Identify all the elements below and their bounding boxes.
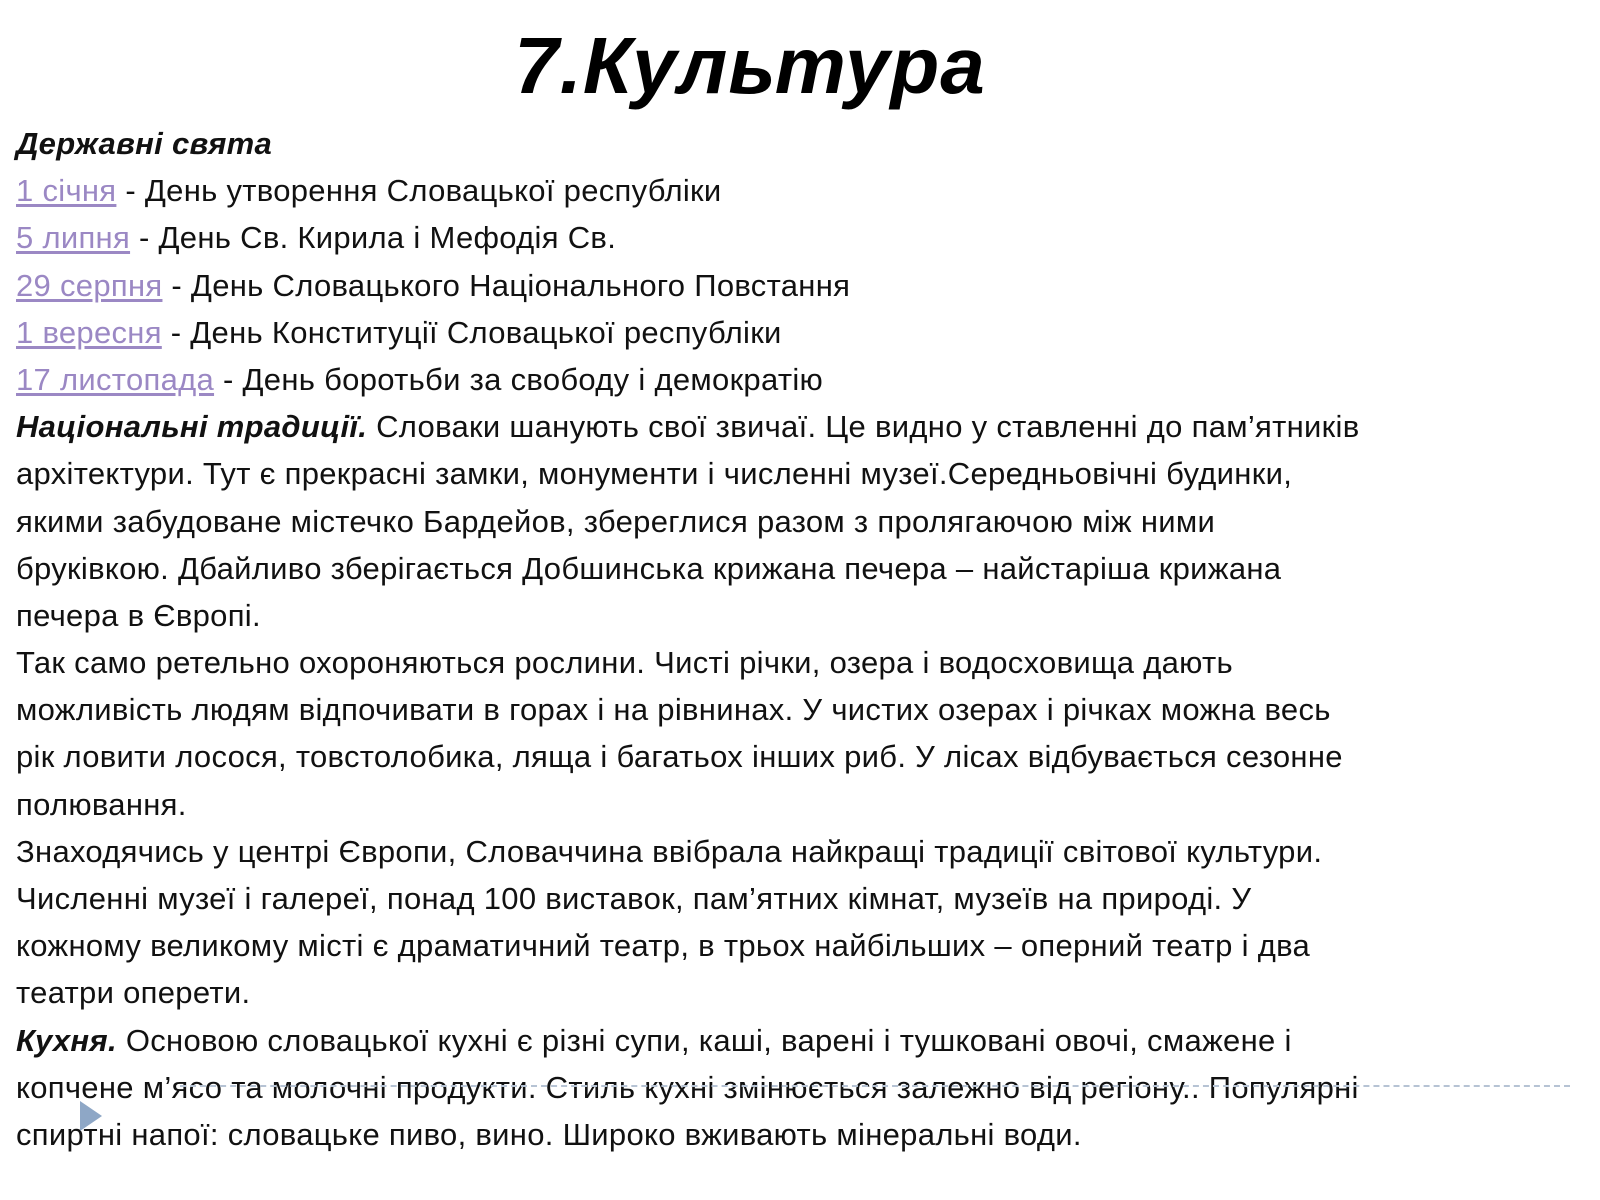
holiday-item [16, 262, 1586, 309]
culture-line: кожному великому місті є драматичний театр, в трьох найбільших – оперний театр і два [16, 928, 1311, 964]
dashed-divider [180, 1085, 1570, 1087]
holiday-description: - День боротьби за свободу і демократію [214, 361, 824, 397]
slide-body [16, 120, 1586, 1158]
traditions-line: печера в Європі. [16, 597, 261, 633]
culture-line: Знаходячись у центрі Європи, Словаччина ввібрала найкращі традиції світової культури. [16, 833, 1323, 869]
traditions-line: бруківкою. Дбайливо зберігається Добшинська крижана печера – найстаріша крижана [16, 550, 1282, 586]
holiday-description: - День Словацького Національного Повстання [162, 267, 851, 303]
cuisine-line: спиртні напої: словацьке пиво, вино. Широко вживають мінеральні води. [16, 1116, 1082, 1152]
cuisine-heading: Кухня. [16, 1022, 117, 1058]
traditions-line: архітектури. Тут є прекрасні замки, монументи і численні музеї.Середньовічні будинки, [16, 456, 1293, 492]
holiday-date-link[interactable]: 1 вересня [16, 314, 162, 350]
traditions-line: якими забудоване містечко Бардейов, збереглися разом з пролягаючою між ними [16, 503, 1216, 539]
traditions-heading: Національні традиції. [16, 409, 368, 445]
holiday-item [16, 167, 1586, 214]
holiday-item [16, 214, 1586, 261]
holiday-date-link[interactable]: 5 липня [16, 220, 131, 256]
holiday-description: - День утворення Словацької республіки [116, 173, 722, 209]
holiday-date-link[interactable]: 17 листопада [16, 361, 215, 397]
nature-line: можливість людям відпочивати в горах і на рівнинах. У чистих озерах і річках можна весь [16, 692, 1331, 728]
traditions-line [16, 403, 1586, 450]
cuisine-line [16, 1017, 1586, 1064]
holidays-heading: Державні свята [16, 126, 273, 161]
holiday-date-link[interactable]: 29 серпня [16, 267, 163, 303]
cuisine-text: Основою словацької кухні є різні супи, каші, варені і тушковані овочі, смажене і [116, 1022, 1292, 1058]
traditions-text: Словаки шанують свої звичаї. Це видно у ставленні до пам’ятників [367, 409, 1360, 445]
cuisine-line: копчене м’ясо та молочні продукти. Стиль кухні змінюється залежно від регіону.. Популярні [16, 1069, 1359, 1105]
holiday-item [16, 356, 1586, 403]
nature-line: рік ловити лосося, товстолобика, ляща і багатьох інших риб. У лісах відбувається сезонне [16, 739, 1343, 775]
nature-line: Так само ретельно охороняються рослини. Чисті річки, озера і водосховища дають [16, 645, 1233, 681]
slide-title: 7.Культура [514, 21, 986, 110]
culture-line: Численні музеї і галереї, понад 100 виставок, пам’ятних кімнат, музеїв на природі. У [16, 881, 1252, 916]
nature-line: полювання. [16, 786, 187, 822]
holiday-description: - День Конституції Словацької республіки [161, 314, 782, 350]
holiday-date-link[interactable]: 1 січня [16, 173, 117, 209]
holiday-description: - День Св. Кирила і Мефодія Св. [130, 220, 617, 256]
culture-line: театри оперети. [16, 975, 251, 1011]
play-arrow-icon[interactable] [80, 1101, 102, 1131]
holiday-item [16, 309, 1586, 356]
